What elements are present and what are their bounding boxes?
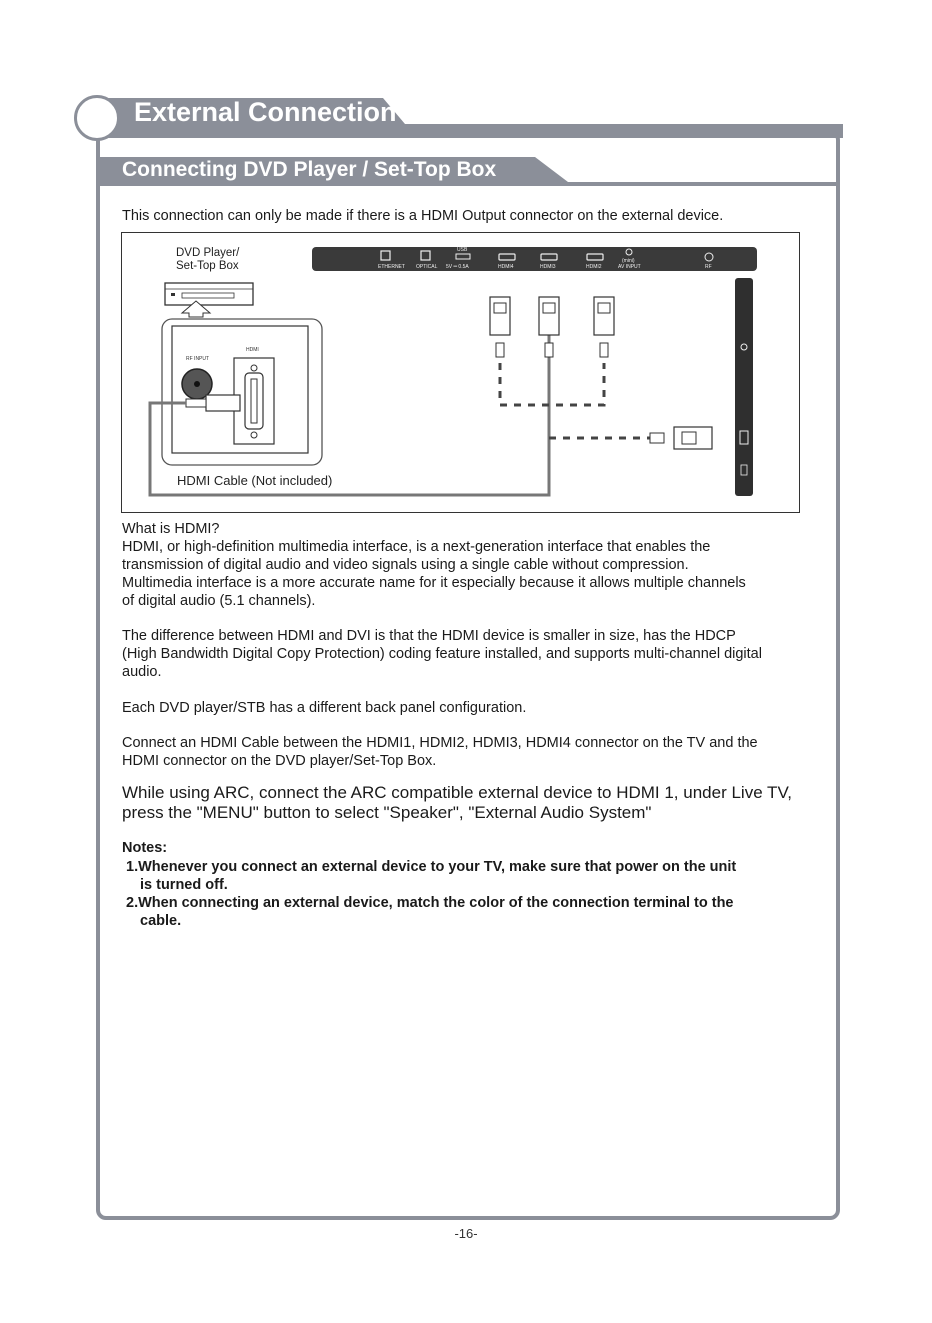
page-title: External Connection bbox=[134, 97, 397, 127]
what-p1-line4: of digital audio (5.1 channels). bbox=[122, 593, 316, 609]
alt-connection-dashes bbox=[500, 363, 604, 405]
port-label-usb: USB bbox=[457, 247, 468, 253]
page-number: -16- bbox=[454, 1226, 478, 1241]
set-top-box-label: Set-Top Box bbox=[176, 260, 239, 272]
section-title: Connecting DVD Player / Set-Top Box bbox=[122, 158, 497, 181]
what-p1-line1: HDMI, or high-definition multimedia interface, is a next-generation interface that enables the bbox=[122, 539, 711, 555]
diff-line2: (High Bandwidth Digital Copy Protection) coding feature installed, and supports multi-channel digital bbox=[122, 646, 762, 662]
notes-heading: Notes: bbox=[122, 840, 168, 856]
arc-line1: While using ARC, connect the ARC compatible external device to HDMI 1, under Live TV, bbox=[122, 783, 792, 802]
port-label-hdmi2: HDMI2 bbox=[586, 264, 602, 270]
hdmi4-plug-icon bbox=[490, 297, 510, 357]
port-label-hdmi4: HDMI4 bbox=[498, 264, 514, 270]
connection-diagram bbox=[121, 232, 800, 513]
hdmi-port-label: HDMI bbox=[246, 347, 259, 353]
port-label-hdmi3: HDMI3 bbox=[540, 264, 556, 270]
side-hdmi-plug-icon bbox=[650, 427, 712, 449]
what-is-hdmi-heading: What is HDMI? bbox=[122, 521, 220, 537]
note-1 bbox=[126, 858, 806, 894]
hdmi3-plug-icon bbox=[539, 297, 559, 357]
rf-input-label: RF INPUT bbox=[186, 356, 210, 362]
note-2-line2: cable. bbox=[140, 913, 182, 929]
dvd-player-label: DVD Player/ bbox=[176, 247, 240, 259]
hdmi2-plug-icon bbox=[594, 297, 614, 357]
back-panel-note: Each DVD player/STB has a different back panel configuration. bbox=[122, 700, 527, 716]
port-label-mini: (mini) bbox=[622, 258, 635, 264]
diff-line1: The difference between HDMI and DVI is that the HDMI device is smaller in size, has the HDCP bbox=[122, 628, 736, 644]
title-bullet-circle bbox=[74, 95, 120, 141]
arc-line2: press the "MENU" button to select "Speaker", "External Audio System" bbox=[122, 803, 652, 822]
connect-line2: HDMI connector on the DVD player/Set-Top Box. bbox=[122, 753, 437, 769]
note-2-line1: 2.When connecting an external device, match the color of the connection terminal to the bbox=[126, 895, 734, 911]
tv-side-panel bbox=[735, 278, 753, 496]
what-p1-line2: transmission of digital audio and video signals using a single cable without compression. bbox=[122, 557, 689, 573]
dvd-player-icon bbox=[165, 283, 253, 305]
note-2 bbox=[126, 894, 806, 930]
diff-line3: audio. bbox=[122, 664, 162, 680]
note-1-line1: 1.Whenever you connect an external device to your TV, make sure that power on the unit bbox=[126, 859, 737, 875]
port-label-usb-power: 5V ═ 0.5A bbox=[446, 264, 469, 270]
port-label-av-input: AV INPUT bbox=[618, 264, 641, 270]
what-p1-line3: Multimedia interface is a more accurate name for it especially because it allows multiple channels bbox=[122, 575, 746, 591]
port-label-ethernet: ETHERNET bbox=[378, 264, 405, 270]
note-1-line2: is turned off. bbox=[140, 877, 228, 893]
hdmi-cable-label: HDMI Cable (Not included) bbox=[177, 473, 333, 488]
connect-line1: Connect an HDMI Cable between the HDMI1, HDMI2, HDMI3, HDMI4 connector on the TV and the bbox=[122, 735, 758, 751]
device-hdmi-plug-icon bbox=[206, 395, 240, 411]
intro-text: This connection can only be made if there is a HDMI Output connector on the external device. bbox=[122, 208, 724, 224]
port-label-rf: RF bbox=[705, 264, 712, 270]
port-label-optical: OPTICAL bbox=[416, 264, 438, 270]
diagram-drawing bbox=[122, 233, 799, 512]
